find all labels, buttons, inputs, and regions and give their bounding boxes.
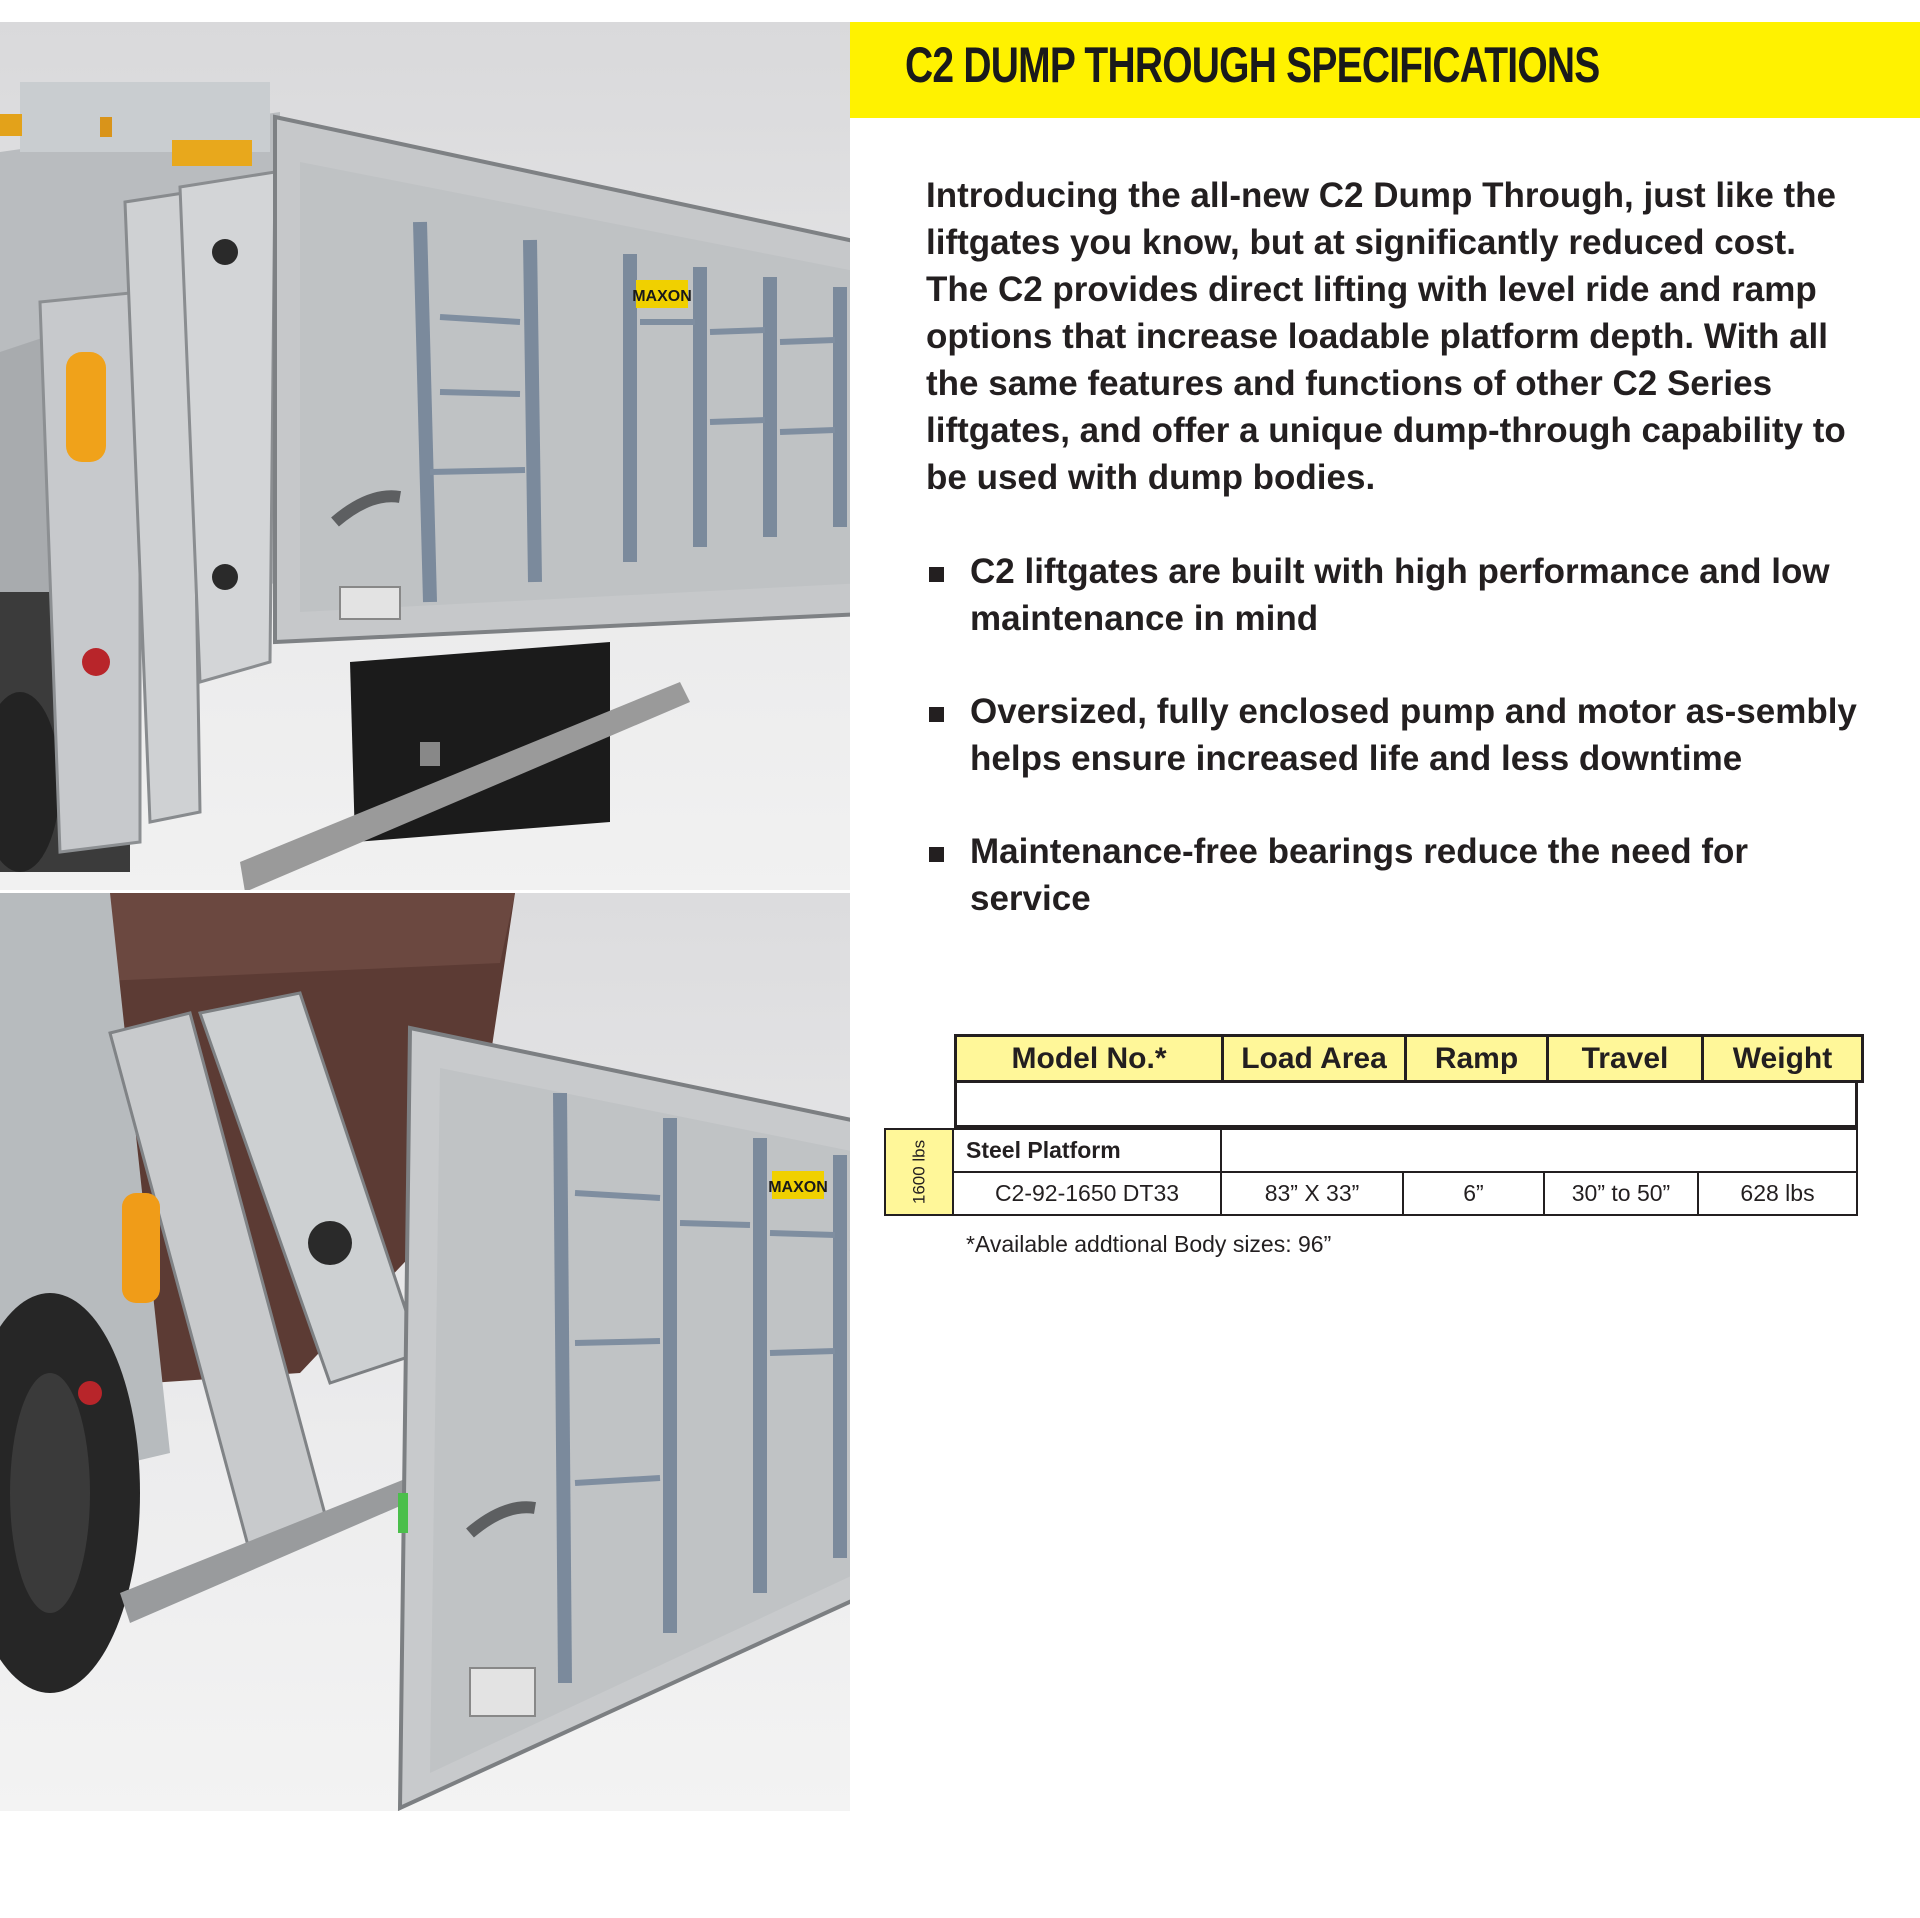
- column-header-load-area: Load Area: [1223, 1036, 1406, 1082]
- cell-weight: 628 lbs: [1698, 1172, 1857, 1215]
- liftgate-photo-stowed: [0, 22, 850, 890]
- feature-list: [926, 548, 1866, 968]
- column-header-weight: Weight: [1703, 1036, 1863, 1082]
- list-item: [926, 688, 1866, 782]
- cell-model: C2-92-1650 DT33: [953, 1172, 1221, 1215]
- page-title: C2 DUMP THROUGH SPECIFICATIONS: [905, 37, 1600, 93]
- column-header-travel: Travel: [1548, 1036, 1703, 1082]
- cell-ramp: 6”: [1403, 1172, 1544, 1215]
- table-footnote: *Available addtional Body sizes: 96”: [966, 1231, 1332, 1257]
- bullet-square-icon: [929, 567, 944, 582]
- capacity-cell: [885, 1129, 953, 1215]
- list-item: [926, 548, 1866, 642]
- bullet-square-icon: [929, 847, 944, 862]
- list-item: [926, 828, 1866, 922]
- spec-table-header: [954, 1034, 1864, 1083]
- list-item-text: Maintenance-free bearings reduce the need for service: [970, 832, 1748, 918]
- spec-table-body: [884, 1128, 1858, 1216]
- intro-paragraph: Introducing the all-new C2 Dump Through, just like the liftgates you know, but at significantly reduced cost. The C2 provides direct lifting with level ride and ramp options that increase loadable platform depth. With all the same features and functions of other C2 Series liftgates, and offer a unique dump-through capability to be used with dump bodies.: [926, 176, 1846, 497]
- bullet-square-icon: [929, 707, 944, 722]
- column-header-model: Model No.*: [956, 1036, 1223, 1082]
- maxon-logo-top: MAXON: [632, 288, 692, 305]
- section-label-spacer: [1221, 1129, 1857, 1172]
- cell-travel: 30” to 50”: [1544, 1172, 1698, 1215]
- column-header-ramp: Ramp: [1406, 1036, 1548, 1082]
- title-banner: [850, 22, 1920, 118]
- list-item-text: Oversized, fully enclosed pump and motor as-sembly helps ensure increased life and less downtime: [970, 692, 1857, 778]
- cell-load-area: 83” X 33”: [1221, 1172, 1403, 1215]
- maxon-logo-bottom: MAXON: [768, 1179, 828, 1196]
- table-spacer-row: [954, 1082, 1858, 1128]
- liftgate-photo-dump: [0, 893, 850, 1811]
- section-label: Steel Platform: [953, 1129, 1221, 1172]
- capacity-label: 1600 lbs: [909, 1139, 929, 1205]
- list-item-text: C2 liftgates are built with high performance and low maintenance in mind: [970, 552, 1830, 638]
- table-row: [885, 1172, 1857, 1215]
